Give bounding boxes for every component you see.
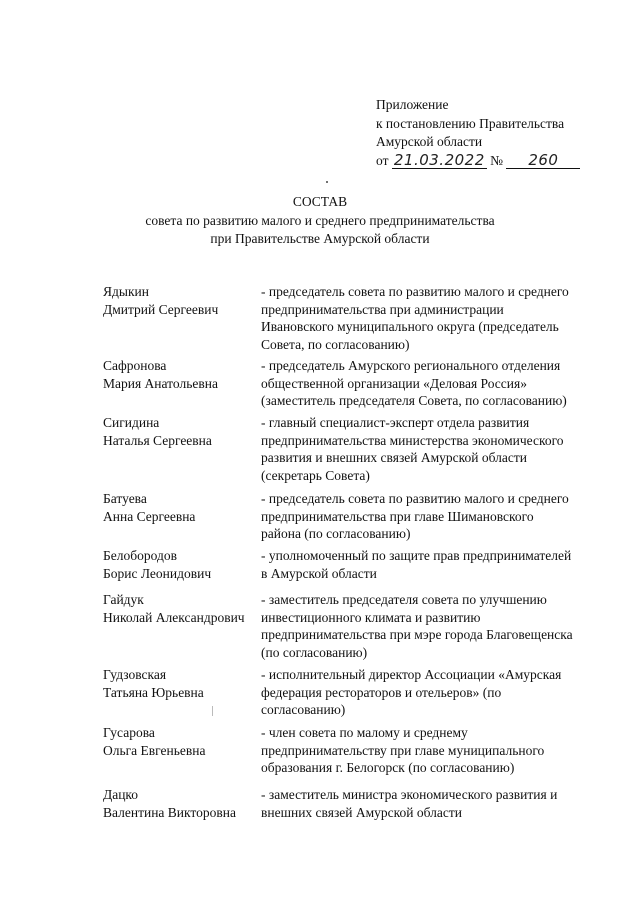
member-role [261, 724, 601, 777]
role-line: - председатель Амурского регионального отделения [261, 358, 561, 373]
member-name [103, 591, 258, 626]
stray-dot [326, 181, 328, 183]
role-line: предпринимательства министерства экономического [261, 432, 564, 448]
member-role [261, 666, 601, 719]
role-line: в Амурской области [261, 565, 377, 581]
member-surname: Сигидина [103, 415, 160, 430]
member-role [261, 283, 601, 353]
role-line: (секретарь Совета) [261, 467, 370, 483]
role-line: предпринимательства при мэре города Благовещенска [261, 627, 573, 642]
member-surname: Гусарова [103, 725, 155, 740]
member-given-names: Наталья Сергеевна [103, 432, 212, 448]
member-name [103, 490, 258, 525]
role-line: - член совета по малому и среднему [261, 725, 468, 740]
member-role [261, 547, 601, 582]
member-given-names: Мария Анатольевна [103, 375, 218, 391]
role-line: внешних связей Амурской области [261, 804, 463, 820]
member-given-names: Ольга Евгеньевна [103, 742, 206, 758]
role-line: развития и внешних связей Амурской области [261, 450, 527, 465]
member-name [103, 786, 258, 821]
role-line: - уполномоченный по защите прав предпринимателей [261, 548, 572, 563]
role-line: инвестиционного климата и развитию [261, 609, 481, 625]
role-line: (по согласованию) [261, 644, 368, 660]
member-role [261, 414, 601, 484]
role-line: Ивановского муниципального округа (председатель [261, 319, 559, 334]
member-role [261, 591, 601, 661]
document-title-block [0, 193, 640, 249]
member-name [103, 357, 258, 392]
member-given-names: Валентина Викторовна [103, 804, 236, 820]
document-subtitle-line-2: при Правительстве Амурской области [210, 231, 430, 246]
member-name [103, 547, 258, 582]
member-given-names: Татьяна Юрьевна [103, 684, 204, 700]
role-line: федерация рестораторов и отельеров» (по [261, 684, 502, 700]
member-surname: Белобородов [103, 548, 177, 563]
appendix-block [376, 96, 580, 170]
role-line: предпринимательства при главе Шимановского [261, 508, 534, 524]
handwritten-number: 260 [506, 153, 580, 169]
role-line: (заместитель председателя Совета, по согласованию) [261, 393, 567, 408]
number-sign: № [490, 152, 504, 168]
appendix-resolution-line: к постановлению Правительства [376, 115, 565, 131]
member-name [103, 283, 258, 318]
role-line: - главный специалист-эксперт отдела развития [261, 415, 530, 430]
role-line: - заместитель председателя совета по улучшению [261, 592, 547, 607]
member-surname: Ядыкин [103, 284, 149, 299]
document-heading: СОСТАВ [292, 194, 348, 209]
role-line: - председатель совета по развитию малого и среднего [261, 491, 569, 506]
role-line: предпринимательства при администрации [261, 301, 504, 317]
role-line: общественной организации «Деловая Россия» [261, 375, 527, 391]
member-given-names: Борис Леонидович [103, 565, 212, 581]
member-role [261, 357, 601, 410]
member-surname: Сафронова [103, 358, 167, 373]
member-surname: Гайдук [103, 592, 144, 607]
member-surname: Гудзовская [103, 667, 167, 682]
role-line: района (по согласованию) [261, 526, 411, 541]
date-prefix: от [376, 152, 389, 168]
role-line: Совета, по согласованию) [261, 336, 410, 352]
role-line: согласованию) [261, 702, 346, 717]
appendix-label: Приложение [376, 97, 449, 112]
member-role [261, 786, 601, 821]
document-subtitle-line-1: совета по развитию малого и среднего предпринимательства [145, 212, 495, 228]
role-line: - председатель совета по развитию малого и среднего [261, 284, 569, 299]
appendix-region-line: Амурской области [376, 134, 483, 149]
order-date-number-line [376, 152, 580, 171]
scan-artifact [212, 706, 213, 716]
member-name [103, 724, 258, 759]
role-line: - исполнительный директор Ассоциации «Амурская [261, 667, 562, 682]
member-name [103, 666, 258, 701]
handwritten-date: 21.03.2022 [393, 150, 485, 169]
member-given-names: Николай Александрович [103, 609, 245, 625]
role-line: - заместитель министра экономического развития и [261, 787, 558, 802]
member-given-names: Дмитрий Сергеевич [103, 301, 219, 317]
member-role [261, 490, 601, 543]
member-surname: Батуева [103, 491, 147, 506]
member-name [103, 414, 258, 449]
member-given-names: Анна Сергеевна [103, 508, 196, 524]
role-line: образования г. Белогорск (по согласованию) [261, 760, 515, 775]
member-surname: Дацко [103, 787, 139, 802]
role-line: предпринимательству при главе муниципального [261, 742, 545, 758]
